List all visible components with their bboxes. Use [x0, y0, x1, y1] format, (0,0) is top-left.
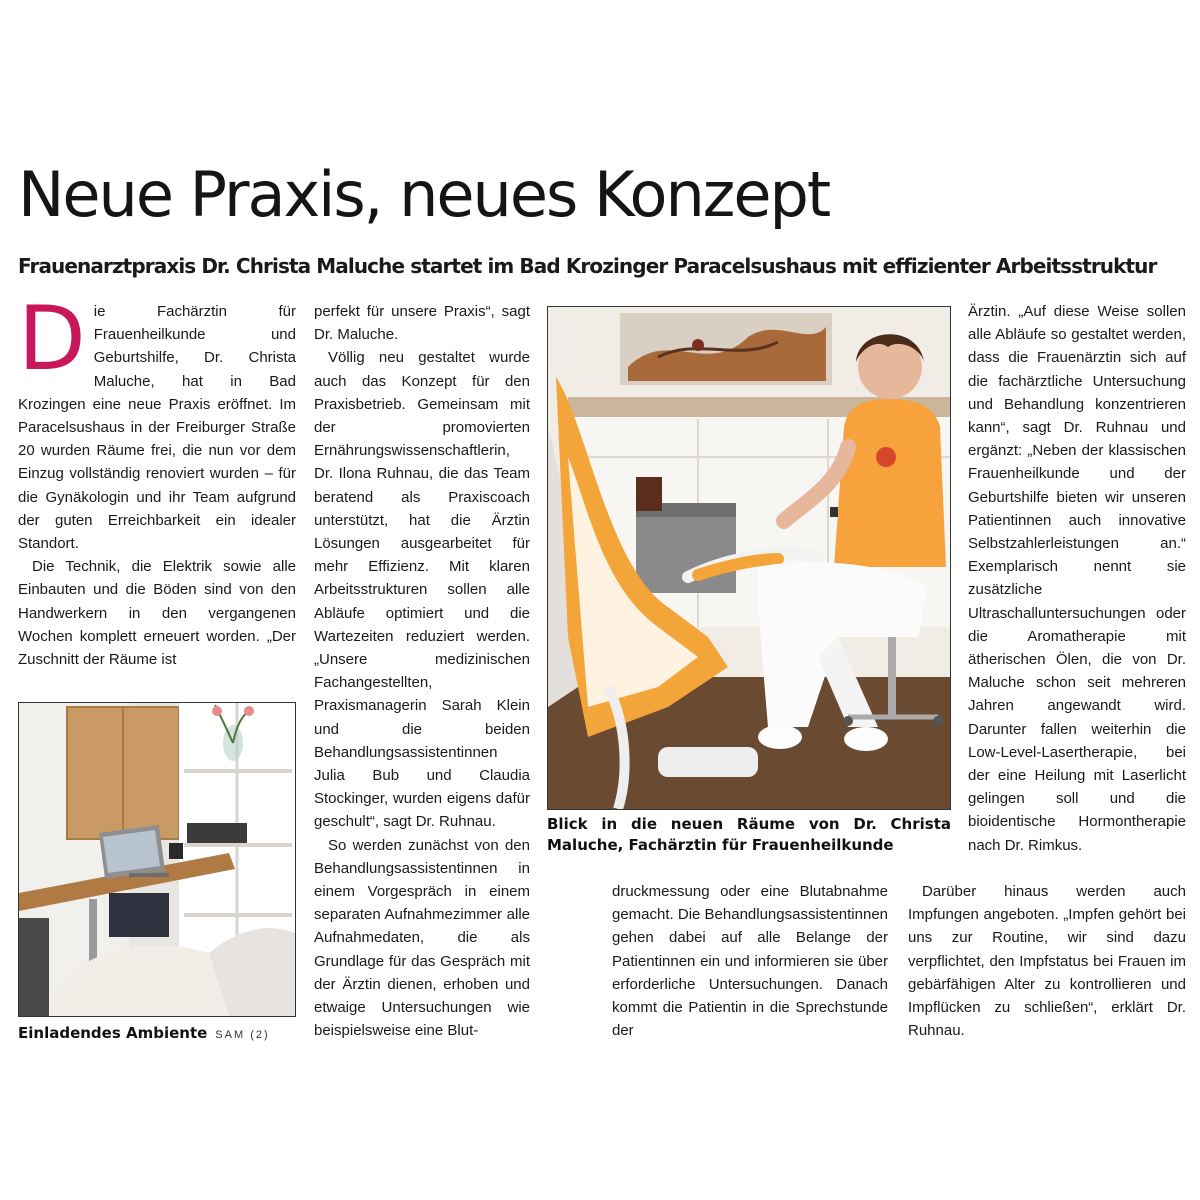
body-paragraph: So werden zunächst von den Behandlungsassistentinnen in einem Vorgespräch in einem separaten Aufnahmezimmer alle Aufnahmedaten, die als Grundlage für das Gespräch mit der Ärztin dienen, erhoben und etwaige Untersuchungen wie beispielsweise eine Blut-: [314, 836, 530, 1040]
body-paragraph: [18, 287, 296, 555]
photo-treatment-room: [547, 306, 951, 810]
body-paragraph: perfekt für unsere Praxis“, sagt Dr. Maluche.: [314, 303, 530, 344]
body-paragraph: druckmessung oder eine Blutabnahme gemacht. Die Behandlungsassistentinnen gehen dabei auf alle Belange der Patientinnen ein und informieren sie über erforderliche Untersuchungen. Danach kommt die Patientin in die Sprechstunde der: [612, 883, 889, 1040]
body-paragraph: Die Technik, die Elektrik sowie alle Einbauten und die Böden sind von den Handwerkern in den vergangenen Wochen komplett erneuert worden. „Der Zuschnitt der Räume ist: [18, 558, 296, 669]
caption-large-photo: Blick in die neuen Räume von Dr. Christa Maluche, Fachärztin für Frauenheilkunde: [547, 815, 951, 854]
body-paragraph: Ärztin. „Auf diese Weise sollen alle Abläufe so gestaltet werden, dass die Frauenärztin sich auf die fachärztliche Untersuchung und Behandlung konzentrieren kann“, sagt Dr. Ruhnau und ergänzt: „Neben der klassischen Frauenheilkunde und der Geburtshilfe bieten wir unseren Patientinnen auch innovative Selbstzahlerleistungen an.“ Exemplarisch nennt sie zusätzliche Ultraschalluntersuchungen oder die Aromatherapie mit ätherischen Ölen, die von Dr. Maluche schon seit mehreren Jahren angewandt wird. Darunter fallen weiterhin die Low-Level-Lasertherapie, bei der eine Heilung mit Laserlicht gelingen soll und die bioidentische Hormontherapie nach Dr. Rimkus.: [968, 303, 1186, 854]
drop-cap: D: [18, 287, 86, 390]
column-1: [18, 287, 296, 671]
subheadline: Frauenarztpraxis Dr. Christa Maluche startet im Bad Krozinger Paracelsushaus mit effizienter Arbeitsstruktur: [18, 254, 1157, 278]
caption-small-photo: [18, 1023, 308, 1046]
column-4: [968, 300, 1186, 857]
column-3: [612, 880, 888, 1042]
caption-text: Einladendes Ambiente: [18, 1024, 208, 1042]
photo-office-interior: [18, 702, 296, 1017]
treatment-room-illustration: [548, 307, 950, 809]
office-interior-illustration: [19, 703, 295, 1016]
headline: Neue Praxis, neues Konzept: [18, 158, 830, 231]
column-5: [908, 880, 1186, 1042]
body-paragraph: Darüber hinaus werden auch Impfungen angeboten. „Impfen gehört bei uns zur Routine, wir sind dazu verpflichtet, den Impfstatus bei Frauen im gebärfähigen Alter zu kontrollieren und Impflücken zu schließen“, erklärt Dr. Ruhnau.: [908, 883, 1186, 1040]
body-paragraph: Völlig neu gestaltet wurde auch das Konzept für den Praxisbetrieb. Gemeinsam mit der promovierten Ernährungswissenschaftlerin, Dr. Ilona Ruhnau, die das Team beratend als Praxiscoach unterstützt, hat die Ärztin Lösungen ausgearbeitet für mehr Effizienz. Mit klaren Arbeitsstrukturen sollen alle Abläufe optimiert und die Wartezeiten reduziert werden. „Unsere medizinischen Fachangestellten, Praxismanagerin Sarah Klein und die beiden Behandlungsassistentinnen Julia Bub und Claudia Stockinger, wurden eigens dafür geschult“, sagt Dr. Ruhnau.: [314, 349, 530, 831]
column-2: [314, 300, 530, 1043]
paragraph-text: ie Fachärztin für Frauenheilkunde und Geburtshilfe, Dr. Christa Maluche, hat in Bad Krozingen eine neue Praxis eröffnet. Im Paracelsushaus in der Freiburger Straße 20 wurden Räume frei, die nun vor dem Einzug vollständig renoviert wurden – für die Gynäkologin und ihr Team aufgrund der guten Erreichbarkeit ein idealer Standort.: [18, 303, 296, 553]
photo-credit: SAM (2): [215, 1029, 270, 1041]
